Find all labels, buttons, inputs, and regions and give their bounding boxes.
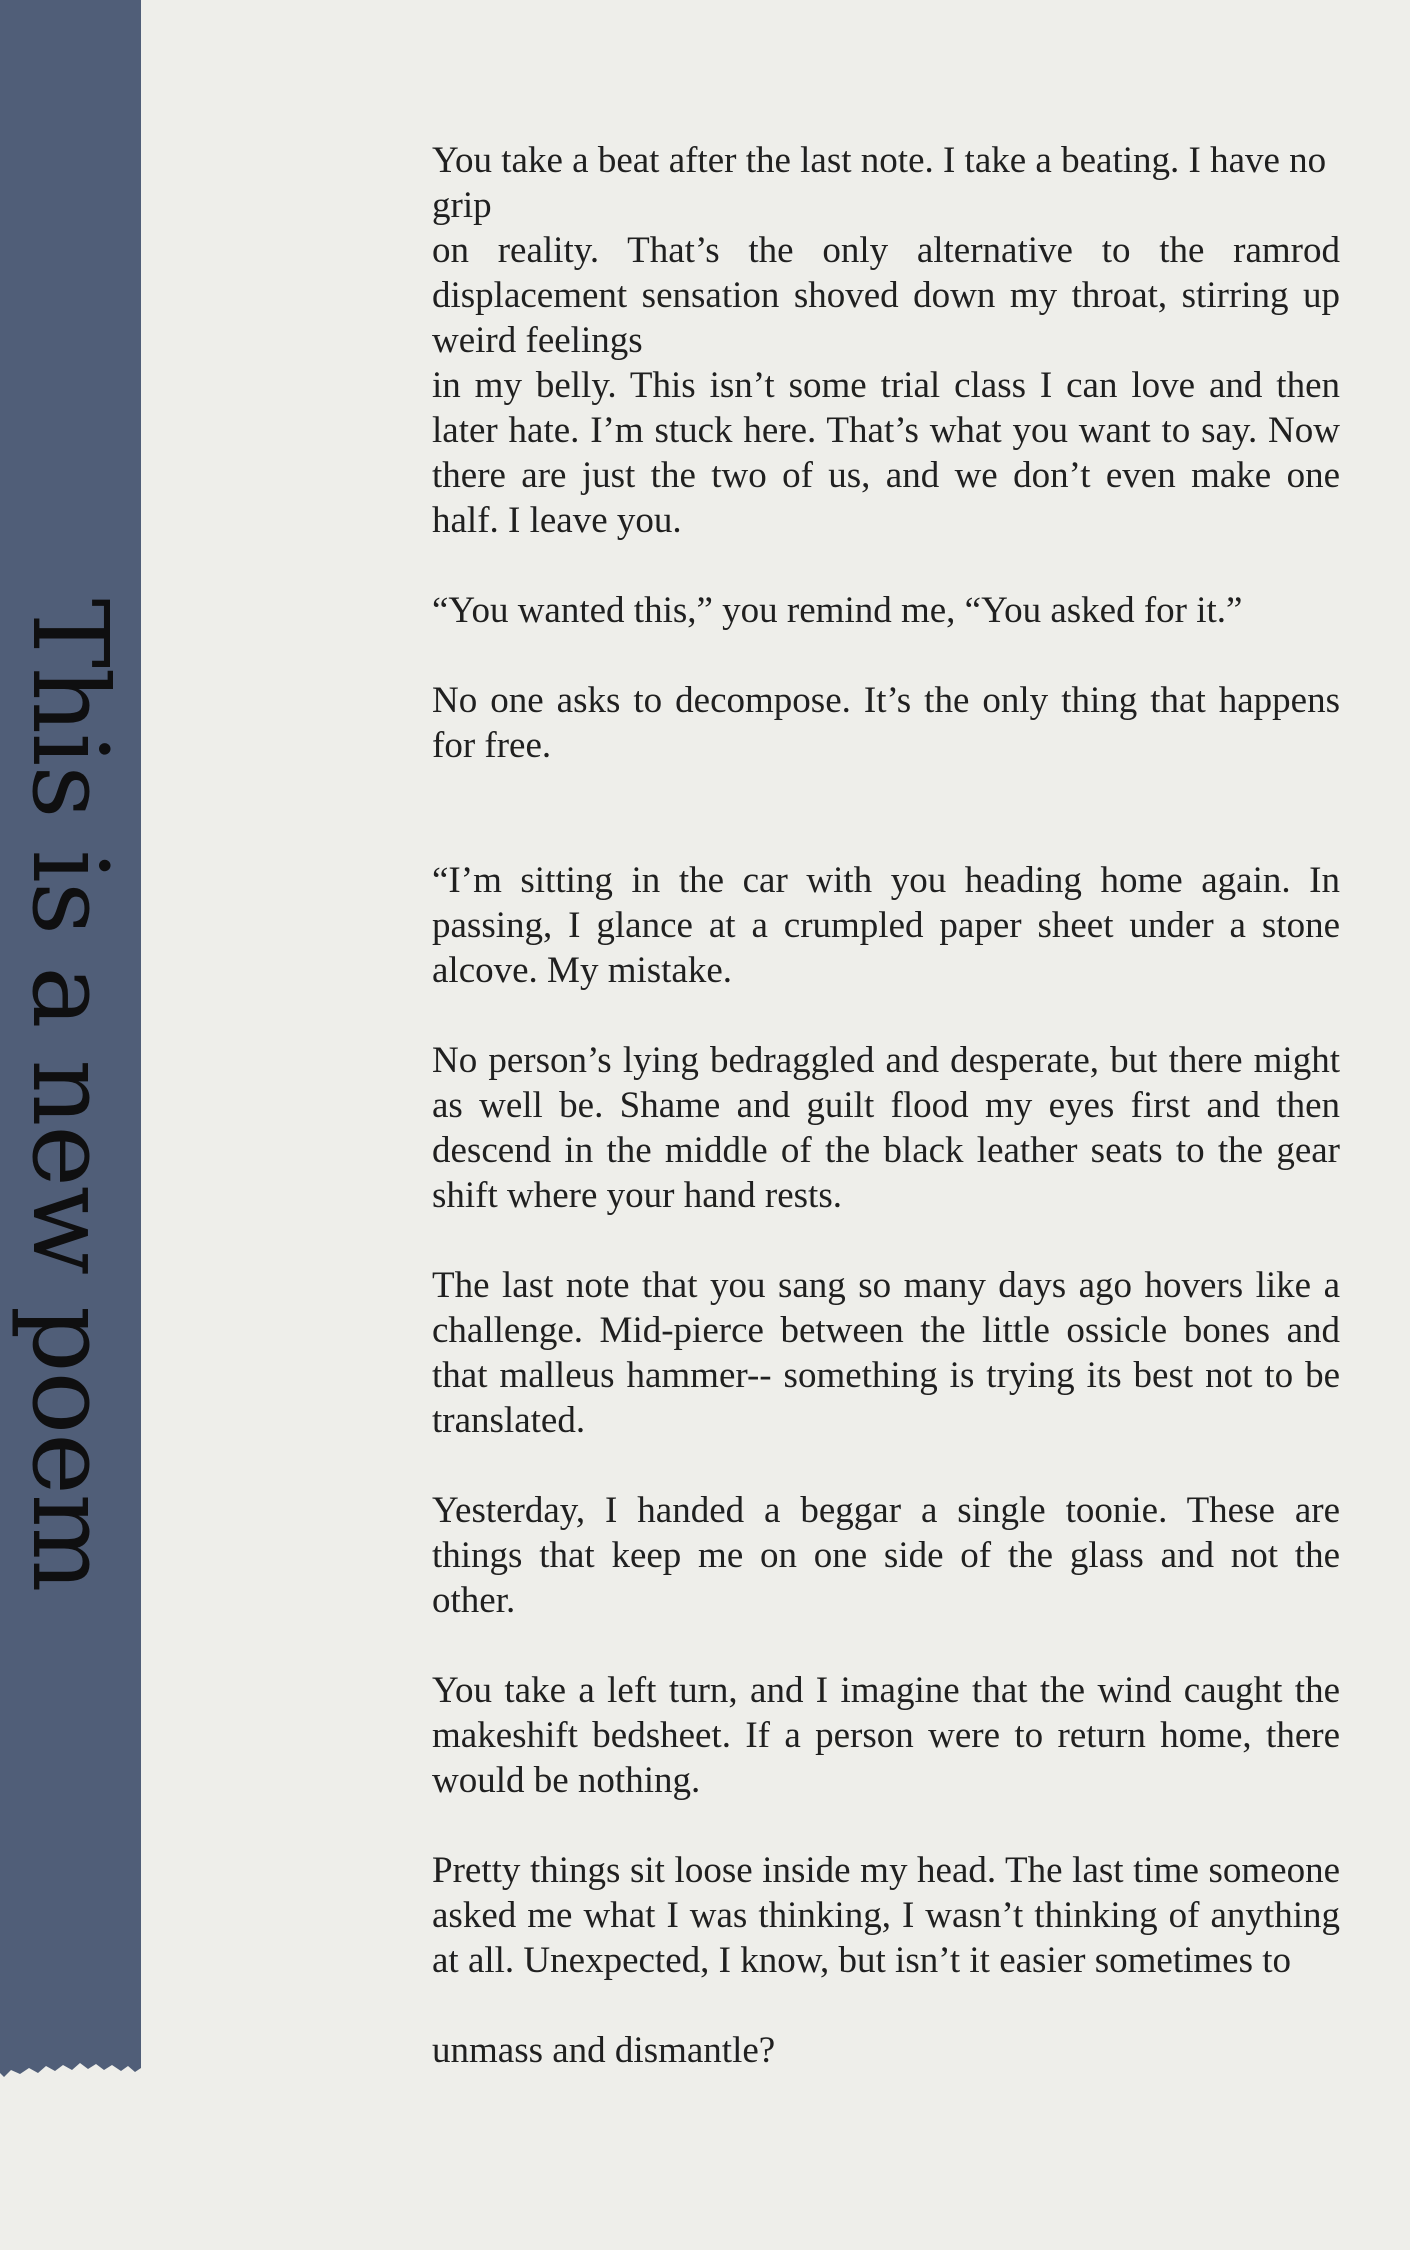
poem-body [432,138,1340,2073]
poem-stanza: Pretty things sit loose inside my head. The last time someone asked me what I was thinking, I wasn’t thinking of anything at all. Unexpected, I know, but isn’t it easier sometimes to [432,1850,1340,1981]
page-title: This is a new poem [9,598,131,1592]
poem-stanza: No person’s lying bedraggled and desperate, but there might as well be. Shame and guilt flood my eyes first and then descend in the middle of the black leather seats to the gear shift where your hand rests. [432,1040,1340,1216]
poem-line: on reality. That’s the only alternative to the ramrod displacement sensation shoved down my throat, stirring up weird feelings [432,230,1340,361]
poem-stanza: Yesterday, I handed a beggar a single toonie. These are things that keep me on one side of the glass and not the other. [432,1490,1340,1621]
poem-stanza: The last note that you sang so many days ago hovers like a challenge. Mid-pierce between the little ossicle bones and that malleus hammer-- something is trying its best not to be translated. [432,1265,1340,1441]
poem-stanza: unmass and dismantle? [432,2030,776,2071]
poem-line: in my belly. This isn’t some trial class I can love and then later hate. I’m stuck here. That’s what you want to say. Now there are just the two of us, and we don’t even make one half. I leave you. [432,365,1340,541]
side-band [0,0,141,2250]
poem-line: You take a beat after the last note. I take a beating. I have no grip [432,140,1327,226]
poem-stanza: “I’m sitting in the car with you heading home again. In passing, I glance at a crumpled paper sheet under a stone alcove. My mistake. [432,860,1340,991]
poem-line: “You wanted this,” you remind me, “You asked for it.” [432,590,1243,631]
poem-line: No one asks to decompose. It’s the only thing that happens for free. [432,680,1340,766]
poem-stanza: You take a left turn, and I imagine that the wind caught the makeshift bedsheet. If a person were to return home, there would be nothing. [432,1670,1340,1801]
